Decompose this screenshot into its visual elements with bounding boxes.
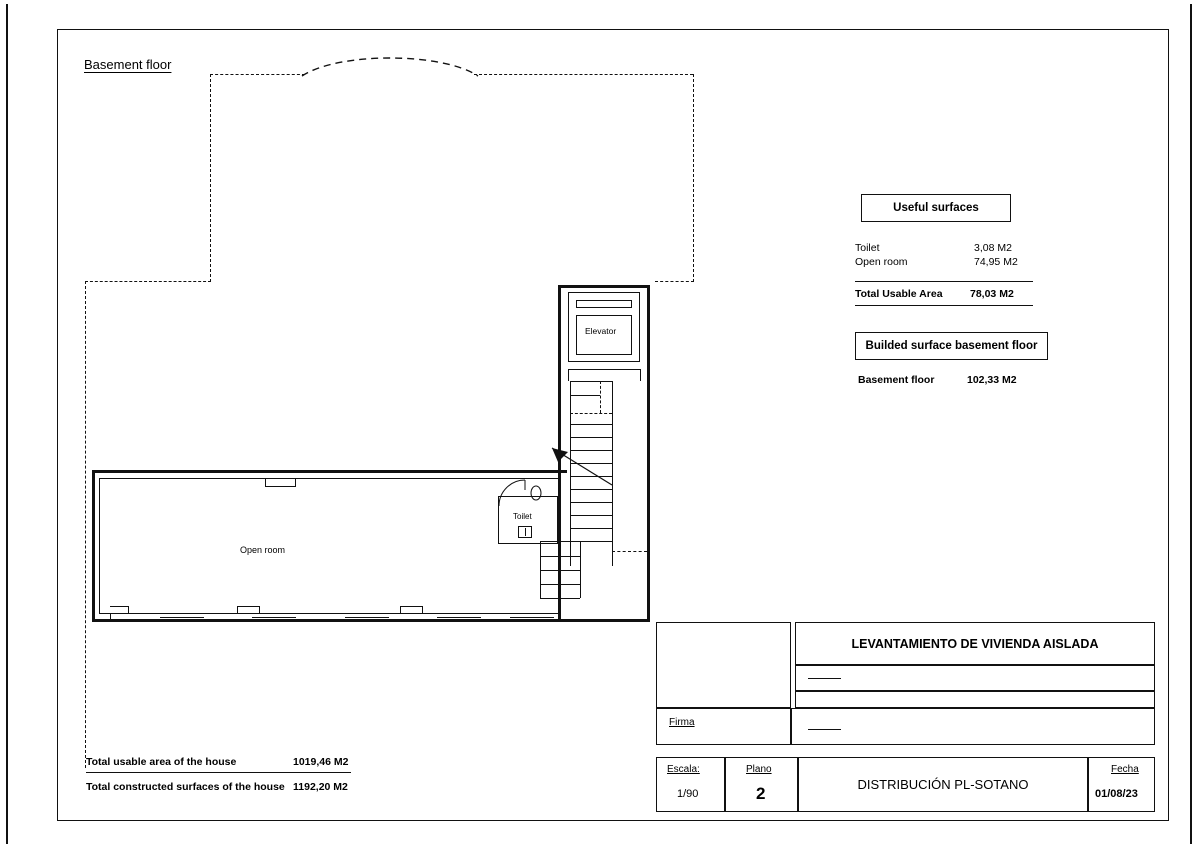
landing-left-line — [568, 369, 569, 381]
cartouche-signature-cell — [791, 708, 1155, 745]
cartouche-project-title — [795, 622, 1155, 665]
plot-dash-top-left — [210, 74, 305, 75]
useful-surfaces-header — [861, 194, 1011, 222]
wall-jog-b — [110, 606, 128, 607]
firma-label: Firma — [669, 717, 695, 728]
cartouche-blank-rule-1 — [808, 678, 841, 679]
wall-jog-f — [259, 606, 260, 614]
plot-arc — [300, 50, 480, 80]
useful-total-label: Total Usable Area — [855, 288, 943, 300]
window-opening-4 — [437, 617, 481, 618]
wall-openroom-left-inner — [99, 478, 100, 613]
plano-label: Plano — [746, 764, 772, 775]
plot-dash-mid-right — [655, 281, 694, 282]
fecha-label: Fecha — [1111, 764, 1139, 775]
useful-total-rule-top — [855, 281, 1033, 282]
niche-right — [295, 478, 296, 487]
wall-jog-h — [400, 606, 422, 607]
cartouche-fecha-cell — [1088, 757, 1155, 812]
cartouche-drawing-title — [798, 757, 1088, 812]
escala-value: 1/90 — [677, 788, 699, 800]
wall-jog-d — [237, 606, 238, 614]
signature-rule — [808, 729, 841, 730]
window-opening-5 — [510, 617, 554, 618]
cartouche-logo-cell — [656, 622, 791, 708]
builded-surface-header — [855, 332, 1048, 360]
useful-row-value-1: 74,95 M2 — [974, 256, 1018, 268]
window-opening-3 — [345, 617, 389, 618]
escala-label: Escala: — [667, 764, 700, 775]
stair-dash-1 — [600, 381, 601, 413]
stair-lower-right — [580, 541, 581, 598]
window-opening-1 — [160, 617, 204, 618]
cartouche-drawing-title-label: DISTRIBUCIÓN PL-SOTANO — [857, 777, 1029, 792]
wall-openroom-left — [92, 470, 95, 622]
wall-core-right — [647, 285, 650, 622]
wall-openroom-bottom — [92, 619, 567, 622]
toilet-door-swing — [498, 478, 528, 508]
sink-fixture — [528, 484, 544, 502]
wall-jog-e — [237, 606, 259, 607]
cartouche-firma-cell — [656, 708, 791, 745]
cartouche-plano-cell — [725, 757, 798, 812]
cartouche-blank-cell-2 — [795, 691, 1155, 708]
builded-row-value-0: 102,33 M2 — [967, 374, 1017, 386]
useful-total-rule-bottom — [855, 305, 1033, 306]
core-dash-right — [612, 551, 647, 552]
builded-surface-header-label: Builded surface basement floor — [865, 340, 1038, 352]
plano-value: 2 — [756, 784, 766, 803]
useful-row-value-0: 3,08 M2 — [974, 242, 1012, 254]
total-constructed-label: Total constructed surfaces of the house — [86, 781, 285, 793]
stair-head-line-2 — [570, 395, 600, 396]
stair-tread — [570, 489, 612, 490]
landing-right-line — [640, 369, 641, 381]
stair-lower-bottom — [540, 598, 580, 599]
wall-openroom-bottom-inner — [99, 613, 559, 614]
useful-row-label-1: Open room — [855, 256, 908, 268]
plot-dash-left-inner — [210, 74, 211, 282]
stair-tread — [570, 437, 612, 438]
elevator-door — [576, 300, 632, 308]
wall-core-bottom — [558, 619, 650, 622]
stair-dash-2 — [570, 413, 612, 414]
useful-total-value: 78,03 M2 — [970, 288, 1014, 300]
plot-dash-mid-left — [85, 281, 211, 282]
useful-row-label-0: Toilet — [855, 242, 880, 254]
stair-tread — [570, 528, 612, 529]
stair-tread — [540, 556, 580, 557]
wall-jog-i — [422, 606, 423, 614]
wall-jog-c — [128, 606, 129, 614]
room-label-elevator: Elevator — [585, 326, 617, 336]
landing-top-line — [568, 369, 640, 370]
stair-tread — [570, 515, 612, 516]
cartouche-project-title-label: LEVANTAMIENTO DE VIVIENDA AISLADA — [851, 636, 1099, 651]
cartouche-blank-cell-1 — [795, 665, 1155, 691]
window-opening-2 — [252, 617, 296, 618]
wall-jog-g — [400, 606, 401, 614]
niche-left — [265, 478, 266, 487]
niche-top — [265, 486, 295, 487]
total-usable-value: 1019,46 M2 — [293, 756, 349, 768]
useful-surfaces-header-label: Useful surfaces — [893, 202, 979, 214]
stair-tread — [540, 570, 580, 571]
wall-openroom-top — [92, 470, 567, 473]
cartouche-escala-cell — [656, 757, 725, 812]
total-constructed-value: 1192,20 M2 — [293, 781, 348, 793]
stair-tread — [540, 584, 580, 585]
stair-tread — [570, 424, 612, 425]
totals-rule — [86, 772, 351, 773]
room-label-toilet: Toilet — [513, 512, 532, 521]
wall-link-top — [499, 478, 559, 479]
total-usable-label: Total usable area of the house — [86, 756, 237, 768]
stair-head-line — [570, 381, 612, 382]
wall-core-top — [558, 285, 650, 288]
stair-lower-left — [540, 541, 541, 598]
stair-direction-arrow — [548, 444, 618, 489]
plot-dash-right-upper — [693, 74, 694, 282]
plot-dash-top-right — [474, 74, 693, 75]
builded-row-label-0: Basement floor — [858, 374, 935, 386]
room-label-open-room: Open room — [240, 545, 286, 555]
stair-tread — [570, 502, 612, 503]
wall-openroom-top-inner — [99, 478, 499, 479]
wall-jog-a — [110, 613, 111, 621]
fecha-value: 01/08/23 — [1095, 788, 1138, 800]
wc-fixture-line — [525, 528, 526, 536]
page-title: Basement floor — [84, 57, 172, 72]
plot-dash-left-outer — [85, 281, 86, 768]
